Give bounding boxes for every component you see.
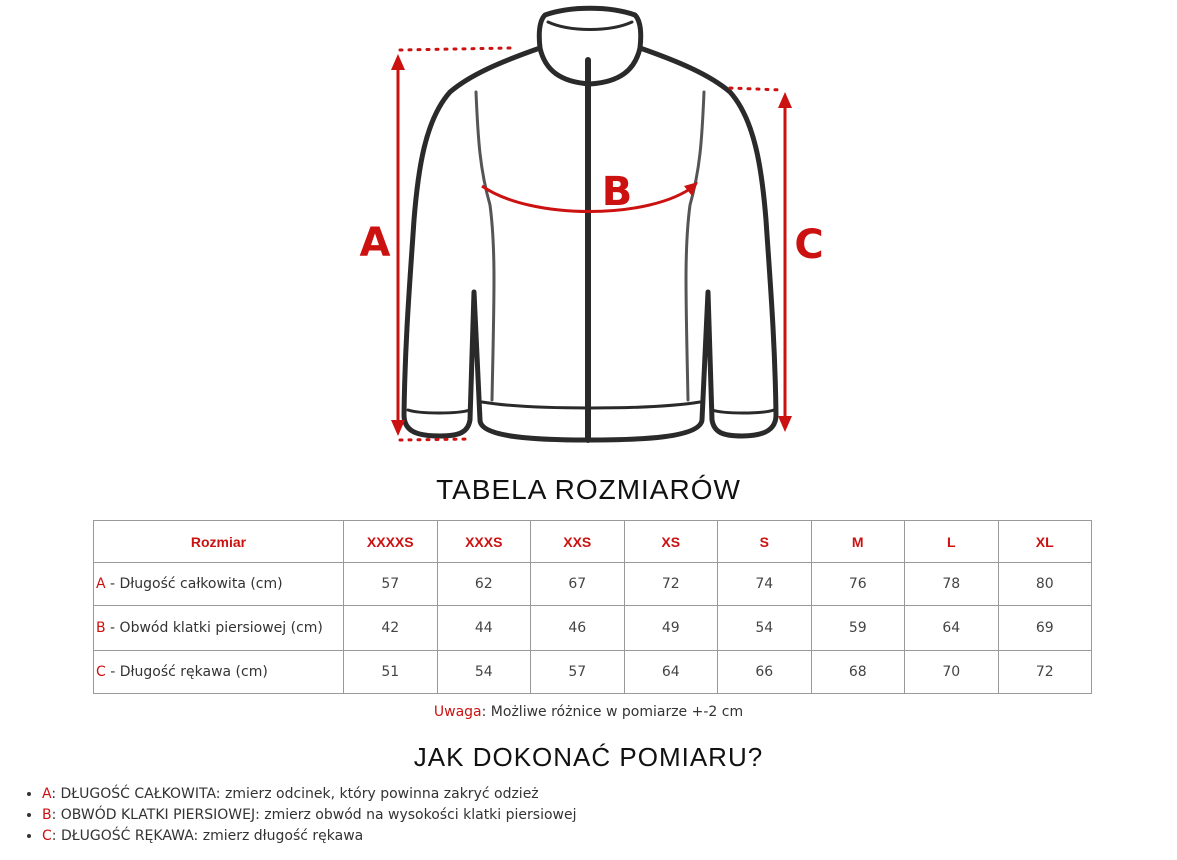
table-row (94, 563, 1092, 606)
table-cell: 51 (344, 651, 438, 694)
table-cell: 59 (811, 606, 905, 651)
header-size: M (811, 521, 905, 563)
table-cell: 57 (344, 563, 438, 606)
header-size-label: Rozmiar (94, 521, 344, 563)
table-cell: 78 (905, 563, 999, 606)
measure-c-arrow (730, 88, 792, 432)
size-table-title: TABELA ROZMIARÓW (436, 474, 741, 505)
table-cell: 69 (998, 606, 1092, 651)
table-header-row (94, 521, 1092, 563)
measure-a-label: A (359, 220, 391, 266)
table-cell: 68 (811, 651, 905, 694)
table-cell: 57 (531, 651, 625, 694)
item-text: : OBWÓD KLATKI PIERSIOWEJ: zmierz obwód na wysokości klatki piersiowej (51, 807, 577, 823)
table-cell: 64 (624, 651, 718, 694)
row-label-text: - Długość całkowita (cm) (105, 576, 283, 592)
table-row (94, 651, 1092, 694)
list-item (42, 784, 576, 805)
header-size: XXXS (437, 521, 531, 563)
row-letter: C (96, 664, 106, 680)
row-label (94, 651, 344, 694)
header-size: S (718, 521, 812, 563)
table-cell: 49 (624, 606, 718, 651)
size-table (93, 520, 1092, 694)
row-label (94, 606, 344, 651)
note-text: : Możliwe różnice w pomiarze +-2 cm (481, 704, 744, 720)
table-cell: 54 (437, 651, 531, 694)
header-size: XXXXS (344, 521, 438, 563)
item-letter: A (42, 786, 52, 802)
table-cell: 62 (437, 563, 531, 606)
howto-title: JAK DOKONAĆ POMIARU? (413, 742, 764, 772)
table-cell: 42 (344, 606, 438, 651)
list-item (42, 826, 576, 847)
note-prefix: Uwaga (433, 704, 482, 720)
table-cell: 67 (531, 563, 625, 606)
list-item (42, 805, 576, 826)
jacket-outline (404, 8, 776, 440)
row-label (94, 563, 344, 606)
table-cell: 74 (718, 563, 812, 606)
table-cell: 70 (905, 651, 999, 694)
item-letter: B (42, 807, 52, 823)
row-label-text: - Obwód klatki piersiowej (cm) (105, 620, 323, 636)
table-cell: 76 (811, 563, 905, 606)
table-cell: 46 (531, 606, 625, 651)
measurement-note (0, 704, 1177, 720)
header-size: L (905, 521, 999, 563)
row-letter: B (96, 620, 106, 636)
measure-c-label: C (794, 222, 824, 268)
item-letter: C (42, 828, 52, 844)
table-cell: 44 (437, 606, 531, 651)
table-row (94, 606, 1092, 651)
header-size: XXS (531, 521, 625, 563)
table-cell: 64 (905, 606, 999, 651)
table-cell: 80 (998, 563, 1092, 606)
table-cell: 72 (624, 563, 718, 606)
item-text: : DŁUGOŚĆ RĘKAWA: zmierz długość rękawa (51, 828, 364, 844)
header-size: XS (624, 521, 718, 563)
howto-list (20, 784, 576, 847)
row-label-text: - Długość rękawa (cm) (105, 664, 268, 680)
table-cell: 66 (718, 651, 812, 694)
header-size: XL (998, 521, 1092, 563)
table-cell: 72 (998, 651, 1092, 694)
measure-b-label: B (601, 169, 633, 215)
item-text: : DŁUGOŚĆ CAŁKOWITA: zmierz odcinek, który powinna zakryć odzież (51, 786, 539, 802)
table-cell: 54 (718, 606, 812, 651)
row-letter: A (96, 576, 106, 592)
